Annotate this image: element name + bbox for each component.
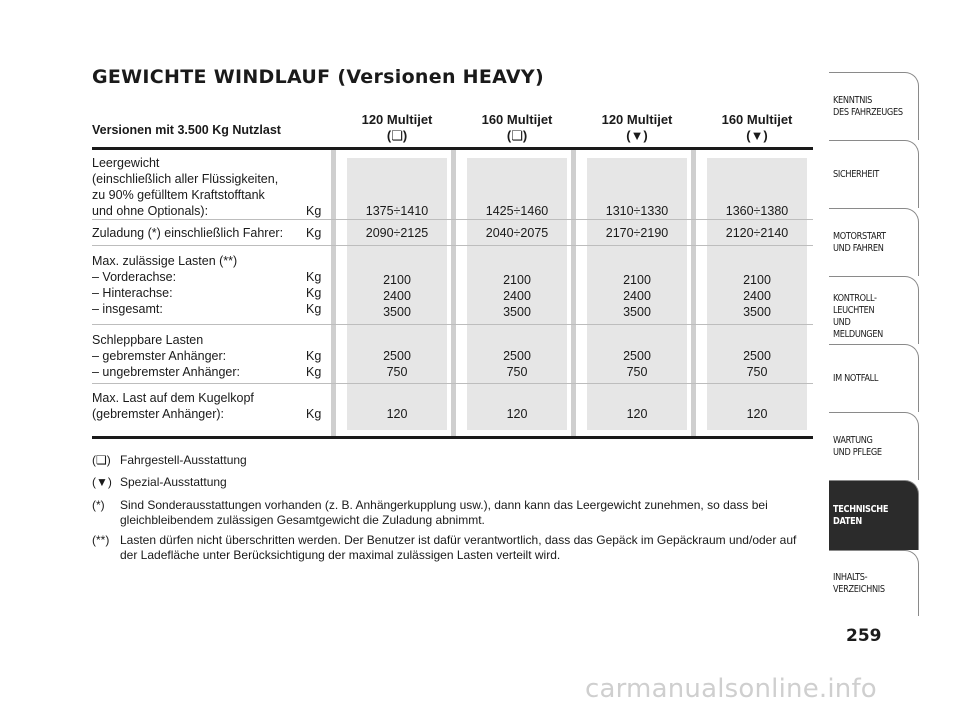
table-cell: 2500 xyxy=(383,349,411,363)
footnote-text: Spezial-Ausstattung xyxy=(120,475,227,489)
column-header xyxy=(337,112,457,144)
unit-label: Kg xyxy=(306,286,322,300)
chapter-tab[interactable] xyxy=(829,480,919,550)
chapter-tab[interactable] xyxy=(829,550,919,616)
table-cell: 2100 xyxy=(623,273,651,287)
table-cell: 2040÷2075 xyxy=(485,226,549,240)
table-corner-label: Versionen mit 3.500 Kg Nutzlast xyxy=(92,123,281,137)
header-rule xyxy=(92,147,813,150)
unit-label: Kg xyxy=(306,407,322,421)
table-cell: 120 xyxy=(506,407,528,421)
row-label-line: – gebremster Anhänger: xyxy=(92,349,227,363)
watermark: carmanualsonline.info xyxy=(585,674,877,704)
table-cell: 2100 xyxy=(743,273,771,287)
footnote xyxy=(92,498,800,528)
row-label-line: Max. zulässige Lasten (**) xyxy=(92,254,238,268)
row-label-line: Max. Last auf dem Kugelkopf xyxy=(92,391,254,405)
unit-label: Kg xyxy=(306,302,322,316)
table-cell: 1375÷1410 xyxy=(365,204,429,218)
table-cell: 2120÷2140 xyxy=(725,226,789,240)
row-label-line: und ohne Optionals): xyxy=(92,204,209,218)
column-header-name: 120 Multijet xyxy=(601,112,673,127)
footnote-mark: (**) xyxy=(92,533,110,547)
chapter-tab-label: KONTROLL- LEUCHTEN UND MELDUNGEN xyxy=(833,293,883,340)
footnote xyxy=(92,533,800,563)
table-cell: 2400 xyxy=(383,289,411,303)
footnote-mark: (*) xyxy=(92,498,105,512)
table-cell: 120 xyxy=(386,407,408,421)
column-header-name: 160 Multijet xyxy=(481,112,553,127)
table-cell: 750 xyxy=(746,365,768,379)
column-header-symbol: (▼) xyxy=(746,128,768,143)
column-header-symbol: (❏) xyxy=(506,128,528,143)
chapter-tab-label: KENNTNIS DES FAHRZEUGES xyxy=(833,95,903,118)
row-label-line: zu 90% gefülltem Kraftstofftank xyxy=(92,188,265,202)
column-header-name: 160 Multijet xyxy=(721,112,793,127)
table-cell: 750 xyxy=(386,365,408,379)
row-label-line: Zuladung (*) einschließlich Fahrer: xyxy=(92,226,284,240)
table-cell: 1310÷1330 xyxy=(605,204,669,218)
column-header xyxy=(577,112,697,144)
unit-label: Kg xyxy=(306,204,322,218)
row-label-line: (einschließlich aller Flüssigkeiten, xyxy=(92,172,279,186)
chapter-tab[interactable] xyxy=(829,412,919,480)
page-title: GEWICHTE WINDLAUF (Versionen HEAVY) xyxy=(92,66,544,88)
chapter-tab-label: TECHNISCHE DATEN xyxy=(833,504,889,527)
column-header-symbol: (❏) xyxy=(386,128,408,143)
table-cell: 2500 xyxy=(743,349,771,363)
table-cell: 2170÷2190 xyxy=(605,226,669,240)
table-cell: 2500 xyxy=(623,349,651,363)
table-cell: 3500 xyxy=(383,305,411,319)
chapter-tab-label: SICHERHEIT xyxy=(833,169,879,180)
row-divider xyxy=(92,383,813,384)
table-cell: 2500 xyxy=(503,349,531,363)
row-label-line: – Hinterachse: xyxy=(92,286,173,300)
unit-label: Kg xyxy=(306,226,322,240)
footer-rule xyxy=(92,436,813,439)
chapter-tab-label: MOTORSTART UND FAHREN xyxy=(833,231,886,254)
chapter-tab-label: INHALTS- VERZEICHNIS xyxy=(833,572,885,595)
unit-label: Kg xyxy=(306,365,322,379)
row-divider xyxy=(92,324,813,325)
chapter-tab[interactable] xyxy=(829,72,919,140)
footnote-text: Lasten dürfen nicht überschritten werden. Der Benutzer ist dafür verantwortlich, dass das Gepäck im Gepäckraum und/oder auf der Ladefläche unter Berücksichtigung der maximal zulässigen Lasten verteilt wird. xyxy=(120,533,797,562)
column-header xyxy=(697,112,817,144)
footnote-mark: (▼) xyxy=(92,475,112,489)
unit-label: Kg xyxy=(306,349,322,363)
footnote-mark: (❏) xyxy=(92,453,111,467)
footnote xyxy=(92,453,800,468)
chapter-tab[interactable] xyxy=(829,140,919,208)
column-header xyxy=(457,112,577,144)
table-cell: 750 xyxy=(626,365,648,379)
row-divider xyxy=(92,245,813,246)
chapter-tab-label: WARTUNG UND PFLEGE xyxy=(833,435,882,458)
footnote xyxy=(92,475,800,490)
footnote-text: Fahrgestell-Ausstattung xyxy=(120,453,247,467)
page-number: 259 xyxy=(846,626,882,646)
chapter-tab[interactable] xyxy=(829,344,919,412)
row-label-line: Schleppbare Lasten xyxy=(92,333,204,347)
row-label-line: – Vorderachse: xyxy=(92,270,177,284)
table-cell: 2400 xyxy=(503,289,531,303)
table-cell: 2400 xyxy=(623,289,651,303)
row-label-line: (gebremster Anhänger): xyxy=(92,407,225,421)
chapter-tab[interactable] xyxy=(829,208,919,276)
table-cell: 2400 xyxy=(743,289,771,303)
footnote-text: Sind Sonderausstattungen vorhanden (z. B. Anhängerkupplung usw.), dann kann das Leergewicht zunehmen, so dass bei gleichbleibendem zulässigen Gesamtgewicht die Zuladung abnimmt. xyxy=(120,498,768,527)
table-cell: 3500 xyxy=(503,305,531,319)
chapter-tab[interactable] xyxy=(829,276,919,344)
row-label-line: Leergewicht xyxy=(92,156,160,170)
table-cell: 120 xyxy=(746,407,768,421)
row-label-line: – ungebremster Anhänger: xyxy=(92,365,241,379)
table-cell: 3500 xyxy=(623,305,651,319)
row-label-line: – insgesamt: xyxy=(92,302,163,316)
table-cell: 2090÷2125 xyxy=(365,226,429,240)
table-cell: 120 xyxy=(626,407,648,421)
column-header-symbol: (▼) xyxy=(626,128,648,143)
row-divider xyxy=(92,219,813,220)
table-cell: 2100 xyxy=(383,273,411,287)
table-cell: 3500 xyxy=(743,305,771,319)
table-cell: 1425÷1460 xyxy=(485,204,549,218)
column-header-name: 120 Multijet xyxy=(361,112,433,127)
table-cell: 750 xyxy=(506,365,528,379)
unit-label: Kg xyxy=(306,270,322,284)
table-cell: 2100 xyxy=(503,273,531,287)
table-cell: 1360÷1380 xyxy=(725,204,789,218)
chapter-tab-label: IM NOTFALL xyxy=(833,373,879,384)
